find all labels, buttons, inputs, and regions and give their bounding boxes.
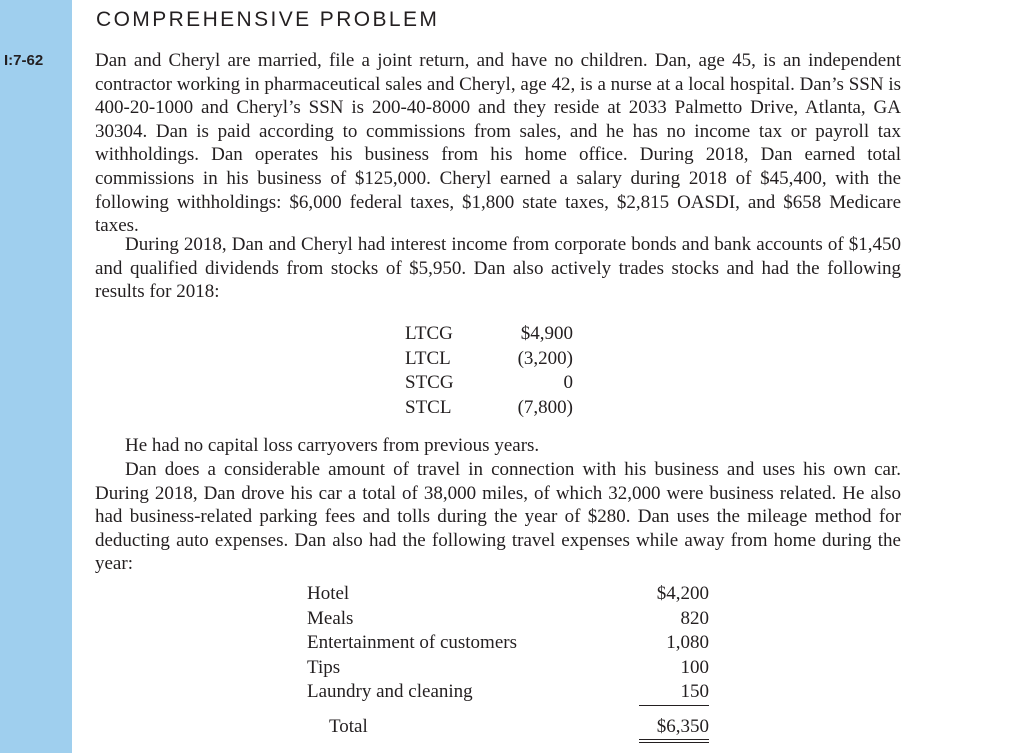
gain-label: STCG xyxy=(405,372,454,393)
gain-amount: $4,900 xyxy=(520,323,573,344)
gain-label: LTCL xyxy=(405,347,451,369)
paragraph-background: Dan and Cheryl are married, file a joint return, and have no children. Dan, age 45, is an independent contractor working in pharmaceutical sales and Cheryl, age 42, is a nurse at a local hospital. Dan’s SSN is 400-20-1000 and Cheryl’s SSN is 200-40-8000 and they reside at 2033 Palmetto Drive, Atlanta, GA 30304. Dan is paid according to commissions from sales, and he has no income tax or payroll tax withholdings. Dan operates his business from his home office. During 2018, Dan earned total commissions in his business of $125,000. Cheryl earned a salary during 2018 of $45,400, with the following withholdings: $6,000 federal taxes, $1,800 state taxes, $2,815 OASDI, and $658 Medicare taxes. xyxy=(95,50,901,237)
expense-label: Meals xyxy=(307,607,354,629)
gain-label: STCL xyxy=(405,396,452,418)
cut-off-next-line xyxy=(95,742,901,753)
expense-label: Laundry and cleaning xyxy=(307,681,473,703)
table-row xyxy=(307,631,709,656)
gain-label: LTCG xyxy=(405,323,453,344)
gain-amount: 0 xyxy=(563,372,573,393)
table-row xyxy=(307,656,709,681)
expense-amount: $4,200 xyxy=(656,583,709,604)
total-amount: $6,350 xyxy=(639,705,709,741)
expense-amount: 1,080 xyxy=(666,632,709,653)
paragraph-carryover: He had no capital loss carryovers from previous years. xyxy=(125,435,540,456)
table-row xyxy=(307,582,709,607)
table-row xyxy=(405,396,573,421)
expense-label: Tips xyxy=(307,656,341,678)
expense-label: Entertainment of customers xyxy=(307,632,517,653)
table-row xyxy=(405,322,573,347)
total-label: Total xyxy=(329,716,368,738)
gain-amount: (7,800) xyxy=(517,396,573,418)
problem-number: I:7-62 xyxy=(4,52,44,69)
capital-gains-table xyxy=(405,322,573,420)
paragraph-investment-income: During 2018, Dan and Cheryl had interest income from corporate bonds and bank accounts of $1,450 and qualified dividends from stocks of $5,950. Dan also actively trades stocks and had the following results for 2018: xyxy=(95,234,901,303)
table-row xyxy=(405,347,573,372)
left-margin-band xyxy=(0,0,72,753)
expense-amount: 100 xyxy=(680,656,709,678)
table-row xyxy=(307,680,709,705)
table-row xyxy=(307,607,709,632)
expense-label: Hotel xyxy=(307,583,350,604)
travel-expense-table xyxy=(307,582,709,743)
section-heading: COMPREHENSIVE PROBLEM xyxy=(96,8,440,31)
expense-amount: 150 xyxy=(639,680,709,705)
expense-amount: 820 xyxy=(680,607,709,629)
gain-amount: (3,200) xyxy=(517,347,573,369)
table-row xyxy=(405,371,573,396)
paragraph-travel: Dan does a considerable amount of travel in connection with his business and uses his own car. During 2018, Dan drove his car a total of 38,000 miles, of which 32,000 were business related. He also had business-related parking fees and tolls during the year of $280. Dan uses the mileage method for deducting auto expenses. Dan also had the following travel expenses while away from home during the year: xyxy=(95,459,901,575)
total-row xyxy=(307,705,709,741)
